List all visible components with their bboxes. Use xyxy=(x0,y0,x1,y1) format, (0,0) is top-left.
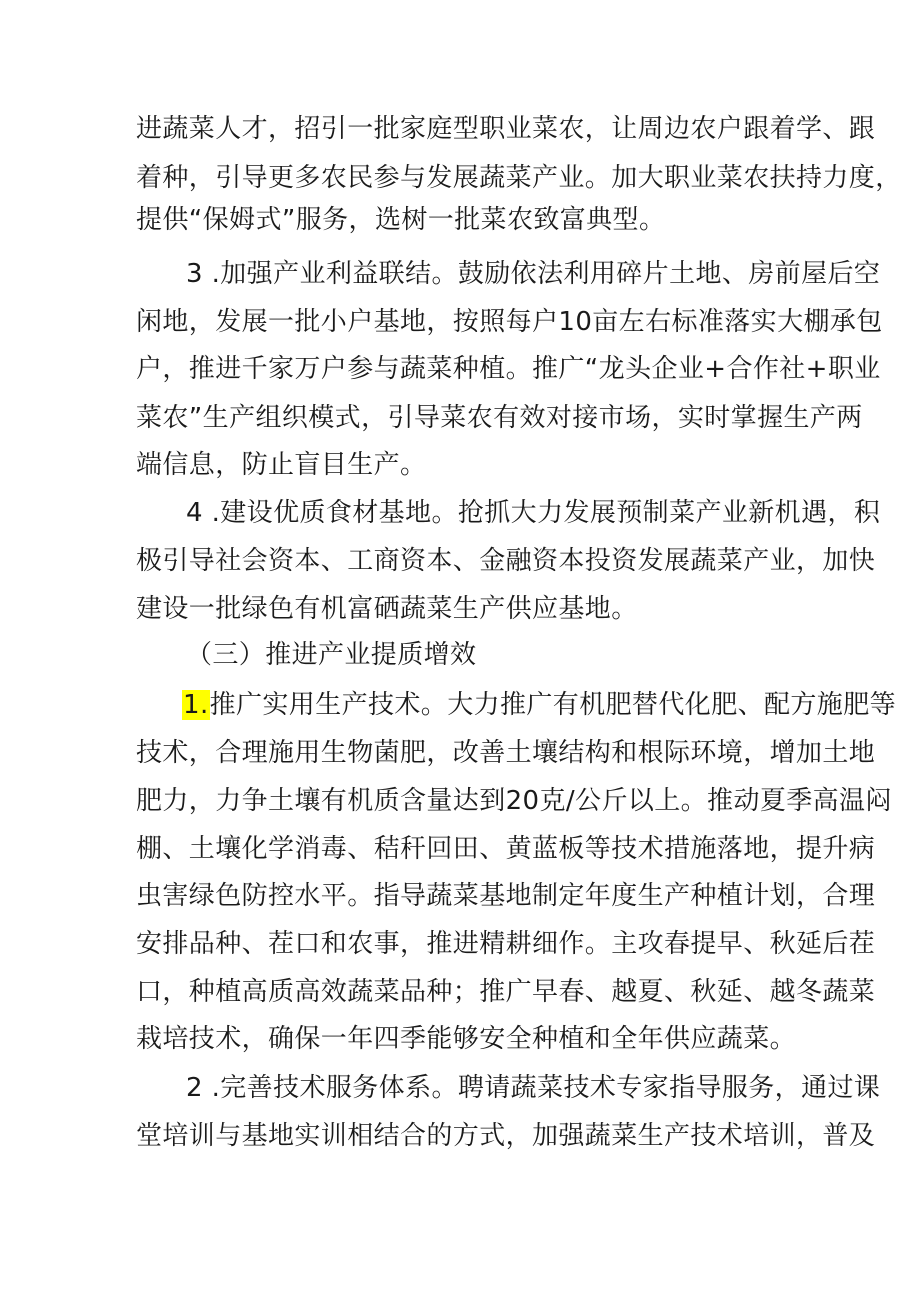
text-line: 技术，合理施用生物菌肥，改善土壤结构和根际环境，增加土地 xyxy=(136,738,876,768)
item-1-heading-line xyxy=(182,688,896,722)
text-line: 端信息，防止盲目生产。 xyxy=(136,450,427,480)
section-3-heading-line: 3 .加强产业利益联结。鼓励依法利用碎片土地、房前屋后空 xyxy=(186,259,881,289)
text-line: 提供“保姆式”服务，选树一批菜农致富典型。 xyxy=(136,205,666,235)
text-line: 安排品种、茬口和农事，推进精耕细作。主攻春提早、秋延后茬 xyxy=(136,929,876,959)
text-line: 极引导社会资本、工商资本、金融资本投资发展蔬菜产业，加快 xyxy=(136,546,876,576)
text-line: 着种，引导更多农民参与发展蔬菜产业。加大职业菜农扶持力度， xyxy=(136,163,902,193)
text-line: 户，推进千家万户参与蔬菜种植。推广“龙头企业+合作社+职业 xyxy=(136,354,881,384)
item-2-heading-line: 2 .完善技术服务体系。聘请蔬菜技术专家指导服务，通过课 xyxy=(186,1073,881,1103)
text-line: 棚、土壤化学消毒、秸秆回田、黄蓝板等技术措施落地，提升病 xyxy=(136,834,876,864)
text-line: 虫害绿色防控水平。指导蔬菜基地制定年度生产种植计划，合理 xyxy=(136,881,876,911)
item-1-text: 推广实用生产技术。大力推广有机肥替代化肥、配方施肥等 xyxy=(209,690,897,720)
text-line: 进蔬菜人才，招引一批家庭型职业菜农，让周边农户跟着学、跟 xyxy=(136,114,876,144)
text-line: 闲地，发展一批小户基地，按照每户10亩左右标准落实大棚承包 xyxy=(136,307,883,337)
text-line: 菜农”生产组织模式，引导菜农有效对接市场，实时掌握生产两 xyxy=(136,403,863,433)
text-line: 肥力，力争土壤有机质含量达到20克/公斤以上。推动夏季高温闷 xyxy=(136,786,892,816)
subsection-heading: （三）推进产业提质增效 xyxy=(186,640,477,670)
section-4-heading-line: 4 .建设优质食材基地。抢抓大力发展预制菜产业新机遇，积 xyxy=(186,498,881,528)
text-line: 堂培训与基地实训相结合的方式，加强蔬菜生产技术培训，普及 xyxy=(136,1121,876,1151)
text-line: 口，种植高质高效蔬菜品种；推广早春、越夏、秋延、越冬蔬菜 xyxy=(136,977,876,1007)
text-line: 栽培技术，确保一年四季能够安全种植和全年供应蔬菜。 xyxy=(136,1024,797,1054)
text-line: 建设一批绿色有机富硒蔬菜生产供应基地。 xyxy=(136,594,638,624)
highlight-marker: 1. xyxy=(183,690,209,720)
